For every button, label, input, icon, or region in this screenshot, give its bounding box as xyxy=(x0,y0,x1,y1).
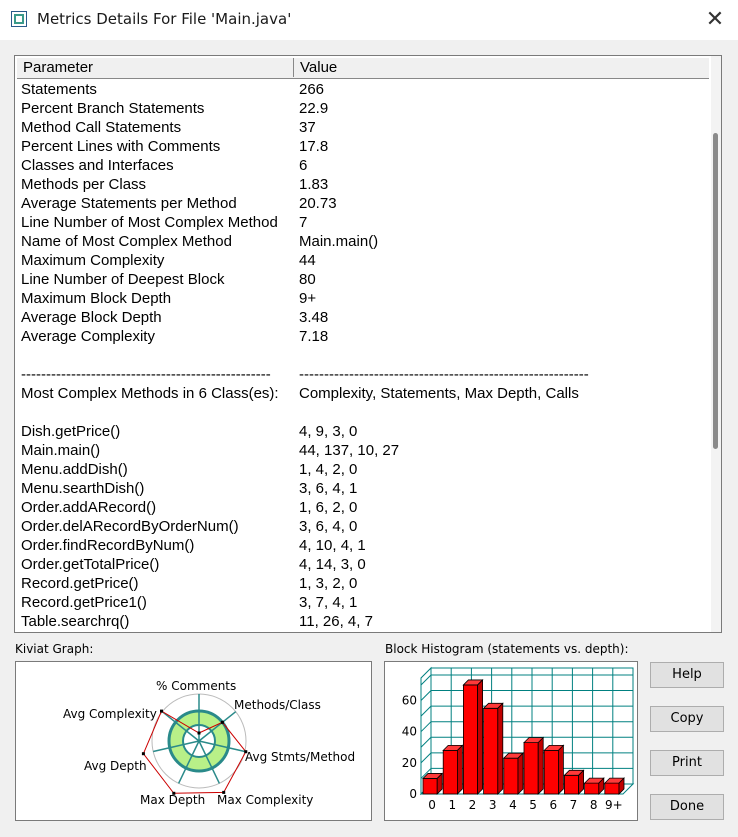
print-button[interactable]: Print xyxy=(650,750,724,776)
parameter-cell: Classes and Interfaces xyxy=(21,157,174,174)
histogram-bar xyxy=(463,685,477,794)
parameter-cell: Dish.getPrice() xyxy=(21,423,121,440)
parameter-cell: Line Number of Deepest Block xyxy=(21,271,225,288)
table-row[interactable] xyxy=(21,555,701,574)
histogram-bar-side xyxy=(518,753,523,794)
histogram-x-tick: 2 xyxy=(468,798,477,812)
value-cell: 11, 26, 4, 7 xyxy=(299,613,373,630)
table-row[interactable] xyxy=(21,346,701,365)
table-body xyxy=(21,80,701,631)
histogram-x-tick: 4 xyxy=(509,798,517,812)
value-cell: 1, 6, 2, 0 xyxy=(299,499,358,516)
histogram-bar xyxy=(504,758,518,794)
kiviat-axis-max-depth: Max Depth xyxy=(140,793,206,807)
value-cell: 3, 7, 4, 1 xyxy=(299,594,358,611)
kiviat-axis-comments: % Comments xyxy=(156,679,237,693)
table-row[interactable] xyxy=(21,593,701,612)
parameter-cell: Menu.searthDish() xyxy=(21,480,145,497)
parameter-cell: Name of Most Complex Method xyxy=(21,233,232,250)
table-row[interactable] xyxy=(21,498,701,517)
histogram-label: Block Histogram (statements vs. depth): xyxy=(385,642,629,656)
parameter-cell: Most Complex Methods in 6 Class(es): xyxy=(21,385,279,402)
kiviat-svg xyxy=(16,662,371,820)
parameter-cell: Percent Lines with Comments xyxy=(21,138,221,155)
copy-button[interactable]: Copy xyxy=(650,706,724,732)
histogram-x-tick: 3 xyxy=(488,798,497,812)
column-header-value[interactable]: Value xyxy=(300,59,338,76)
value-cell: 44, 137, 10, 27 xyxy=(299,442,400,459)
table-row[interactable] xyxy=(21,308,701,327)
scrollbar-thumb[interactable] xyxy=(713,133,718,449)
table-row[interactable] xyxy=(21,270,701,289)
table-row[interactable] xyxy=(21,289,701,308)
table-header xyxy=(17,58,709,79)
value-cell: 266 xyxy=(299,81,325,98)
value-cell: 6 xyxy=(299,157,308,174)
histogram-bar xyxy=(524,743,538,794)
kiviat-point xyxy=(221,721,224,724)
table-row[interactable] xyxy=(21,251,701,270)
kiviat-point xyxy=(160,710,163,713)
kiviat-axis-avg-stmts: Avg Stmts/Method xyxy=(245,750,356,764)
parameter-cell: Menu.addDish() xyxy=(21,461,128,478)
table-row[interactable] xyxy=(21,194,701,213)
app-icon xyxy=(11,11,27,27)
table-row[interactable] xyxy=(21,156,701,175)
parameter-cell: Order.getTotalPrice() xyxy=(21,556,160,573)
value-cell: 3.48 xyxy=(299,309,329,326)
parameter-cell: Percent Branch Statements xyxy=(21,100,205,117)
histogram-y-tick: 20 xyxy=(401,755,417,770)
value-cell: 7 xyxy=(299,214,308,231)
value-cell: 3, 6, 4, 0 xyxy=(299,518,358,535)
table-row[interactable] xyxy=(21,479,701,498)
close-icon[interactable]: ✕ xyxy=(705,7,725,32)
kiviat-graph xyxy=(15,661,372,821)
histogram-x-tick: 0 xyxy=(428,798,436,812)
histogram-bar-side xyxy=(478,680,483,794)
value-cell: 9+ xyxy=(299,290,317,307)
table-row[interactable] xyxy=(21,612,701,631)
parameter-cell: Average Statements per Method xyxy=(21,195,237,212)
table-row[interactable] xyxy=(21,460,701,479)
histogram-bar xyxy=(585,783,599,794)
table-row[interactable] xyxy=(21,118,701,137)
histogram-bar-side xyxy=(538,738,543,794)
done-button[interactable]: Done xyxy=(650,794,724,820)
table-row[interactable] xyxy=(21,213,701,232)
kiviat-axis-avg-depth: Avg Depth xyxy=(84,759,147,773)
table-row[interactable] xyxy=(21,384,701,403)
value-cell: 17.8 xyxy=(299,138,329,155)
value-cell: 44 xyxy=(299,252,316,269)
kiviat-axis-methods-class: Methods/Class xyxy=(234,698,321,712)
table-row[interactable] xyxy=(21,536,701,555)
window-title: Metrics Details For File 'Main.java' xyxy=(37,10,292,28)
value-cell: 4, 10, 4, 1 xyxy=(299,537,366,554)
parameter-cell: Order.findRecordByNum() xyxy=(21,537,195,554)
column-header-parameter[interactable]: Parameter xyxy=(17,58,294,77)
value-cell: 20.73 xyxy=(299,195,337,212)
parameter-cell: Record.getPrice() xyxy=(21,575,139,592)
title-bar xyxy=(0,0,738,40)
block-histogram xyxy=(384,661,638,821)
value-cell: 1, 3, 2, 0 xyxy=(299,575,358,592)
histogram-x-tick: 6 xyxy=(549,798,558,812)
metrics-table[interactable] xyxy=(14,55,722,633)
parameter-cell: Maximum Complexity xyxy=(21,252,165,269)
value-cell: 3, 6, 4, 1 xyxy=(299,480,358,497)
parameter-cell: Average Block Depth xyxy=(21,309,162,326)
histogram-svg xyxy=(385,662,637,820)
histogram-bar xyxy=(484,708,498,794)
table-row[interactable] xyxy=(21,232,701,251)
value-cell: Complexity, Statements, Max Depth, Calls xyxy=(299,385,579,402)
histogram-bar xyxy=(544,750,558,794)
parameter-cell: Maximum Block Depth xyxy=(21,290,172,307)
histogram-x-tick: 9+ xyxy=(605,798,623,812)
parameter-cell: Main.main() xyxy=(21,442,101,459)
histogram-y-tick: 40 xyxy=(401,724,417,739)
table-row[interactable] xyxy=(21,137,701,156)
value-cell: Main.main() xyxy=(299,233,379,250)
table-row[interactable] xyxy=(21,422,701,441)
table-row[interactable] xyxy=(21,403,701,422)
histogram-bar xyxy=(564,775,578,794)
parameter-cell: Record.getPrice1() xyxy=(21,594,147,611)
parameter-cell: Table.searchrq() xyxy=(21,613,130,630)
parameter-cell: Method Call Statements xyxy=(21,119,182,136)
table-row[interactable] xyxy=(21,327,701,346)
histogram-y-tick: 60 xyxy=(401,693,417,708)
parameter-cell: Statements xyxy=(21,81,97,98)
parameter-cell: Order.addARecord() xyxy=(21,499,157,516)
kiviat-axis-avg-complexity: Avg Complexity xyxy=(63,707,157,721)
table-row[interactable] xyxy=(21,365,701,384)
value-cell: ---------------------------------------------------------- xyxy=(299,366,589,383)
value-cell: 22.9 xyxy=(299,100,329,117)
table-row[interactable] xyxy=(21,517,701,536)
vertical-scrollbar[interactable] xyxy=(711,56,721,632)
table-row[interactable] xyxy=(21,175,701,194)
help-button[interactable]: Help xyxy=(650,662,724,688)
parameter-cell: -------------------------------------------------- xyxy=(21,366,271,383)
histogram-bar xyxy=(423,778,437,794)
histogram-bar-side xyxy=(558,745,563,794)
value-cell: 4, 9, 3, 0 xyxy=(299,423,358,440)
kiviat-point xyxy=(142,752,145,755)
table-row[interactable] xyxy=(21,574,701,593)
value-cell: 37 xyxy=(299,119,316,136)
histogram-bar-side xyxy=(498,703,503,794)
kiviat-axis-max-complexity: Max Complexity xyxy=(217,793,314,807)
kiviat-point xyxy=(198,732,201,735)
parameter-cell: Order.delARecordByOrderNum() xyxy=(21,518,239,535)
value-cell: 1, 4, 2, 0 xyxy=(299,461,358,478)
histogram-x-tick: 8 xyxy=(589,798,598,812)
histogram-x-tick: 7 xyxy=(569,798,578,812)
histogram-x-tick: 1 xyxy=(448,798,457,812)
histogram-y-tick: 0 xyxy=(409,787,417,801)
value-cell: 80 xyxy=(299,271,316,288)
parameter-cell: Average Complexity xyxy=(21,328,155,345)
histogram-x-tick: 5 xyxy=(529,798,537,812)
kiviat-label: Kiviat Graph: xyxy=(15,642,94,656)
value-cell: 7.18 xyxy=(299,328,329,345)
table-row[interactable] xyxy=(21,99,701,118)
parameter-cell: Line Number of Most Complex Method xyxy=(21,214,278,231)
histogram-bar xyxy=(443,750,457,794)
histogram-bar xyxy=(605,783,619,794)
table-row[interactable] xyxy=(21,80,701,99)
histogram-bar-side xyxy=(457,745,462,794)
value-cell: 1.83 xyxy=(299,176,329,193)
parameter-cell: Methods per Class xyxy=(21,176,147,193)
value-cell: 4, 14, 3, 0 xyxy=(299,556,366,573)
table-row[interactable] xyxy=(21,441,701,460)
